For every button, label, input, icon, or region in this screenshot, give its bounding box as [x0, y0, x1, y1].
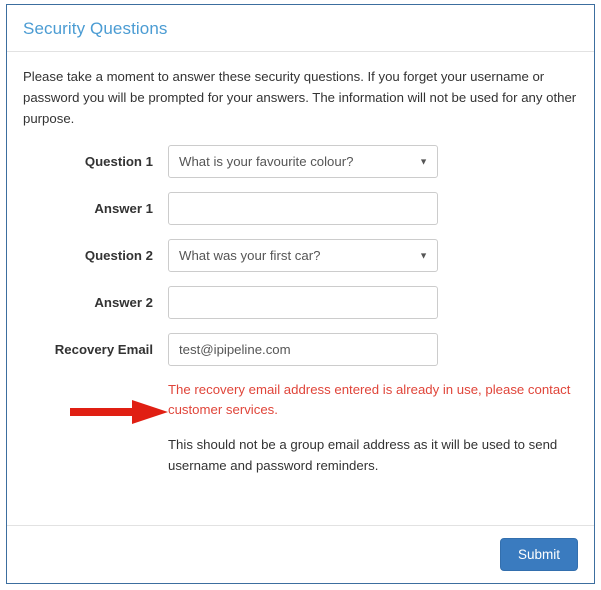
hint-message: This should not be a group email address as it will be used to send username and password reminders.	[168, 437, 558, 473]
error-message: The recovery email address entered is already in use, please contact customer services.	[168, 382, 571, 417]
question-1-value: What is your favourite colour?	[179, 154, 354, 169]
form-row-answer-1	[23, 192, 578, 225]
panel-header	[7, 5, 594, 52]
chevron-down-icon: ▼	[419, 250, 428, 260]
label-answer-1: Answer 1	[94, 201, 153, 216]
intro-text: Please take a moment to answer these security questions. If you forget your username or password you will be prompted for your answers. The information will not be used for any other purpose.	[23, 69, 577, 126]
form-row-question-1	[23, 145, 578, 178]
form-row-recovery-email	[23, 333, 578, 366]
label-answer-2: Answer 2	[94, 295, 153, 310]
submit-button[interactable]: Submit	[500, 538, 578, 571]
page-title: Security Questions	[23, 19, 168, 38]
security-questions-panel	[6, 4, 595, 584]
label-question-2: Question 2	[84, 248, 153, 263]
form-row-question-2	[23, 239, 578, 272]
answer-1-input[interactable]	[168, 192, 438, 225]
label-recovery-email: Recovery Email	[54, 342, 153, 357]
annotation-arrow-icon	[70, 398, 170, 426]
question-1-select[interactable]	[168, 145, 438, 178]
chevron-down-icon: ▼	[419, 156, 428, 166]
question-2-select[interactable]	[168, 239, 438, 272]
panel-footer	[7, 525, 594, 583]
form-row-answer-2	[23, 286, 578, 319]
message-block	[168, 380, 588, 476]
recovery-email-input[interactable]: test@ipipeline.com	[168, 333, 438, 366]
label-question-1: Question 1	[84, 154, 153, 169]
question-2-value: What was your first car?	[179, 248, 321, 263]
answer-2-input[interactable]	[168, 286, 438, 319]
panel-body	[7, 52, 594, 525]
